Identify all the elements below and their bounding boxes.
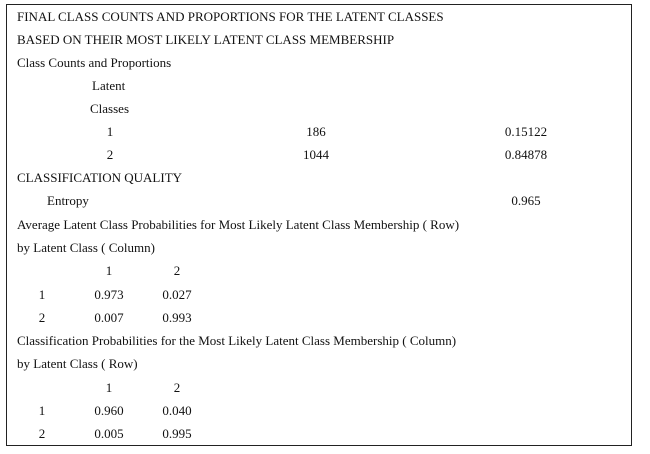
entropy-value: 0.965 xyxy=(511,193,541,208)
avg-col-header: 2 xyxy=(173,263,181,278)
avg-col-header: 1 xyxy=(105,263,113,278)
count-row-count: 186 xyxy=(306,124,326,139)
avg-cell: 0.027 xyxy=(162,287,192,302)
latent-label: Latent xyxy=(92,78,126,93)
count-row-class: 2 xyxy=(106,147,114,162)
avg-cell: 0.007 xyxy=(94,310,124,325)
classes-label: Classes xyxy=(90,101,129,116)
count-row-class: 1 xyxy=(106,124,114,139)
avg-probs-heading-1: Average Latent Class Probabilities for Most Likely Latent Class Membership ( Row) xyxy=(17,217,460,232)
class-row-label: 1 xyxy=(38,403,46,418)
count-row-proportion: 0.84878 xyxy=(504,147,548,162)
class-probs-heading-2: by Latent Class ( Row) xyxy=(17,356,138,371)
quality-heading: CLASSIFICATION QUALITY xyxy=(17,170,183,185)
class-cell: 0.040 xyxy=(162,403,192,418)
count-row-count: 1044 xyxy=(303,147,329,162)
title-line-1: FINAL CLASS COUNTS AND PROPORTIONS FOR THE LATENT CLASSES xyxy=(17,9,444,24)
counts-heading: Class Counts and Proportions xyxy=(17,55,172,70)
avg-probs-heading-2: by Latent Class ( Column) xyxy=(17,240,155,255)
class-cell: 0.960 xyxy=(94,403,124,418)
avg-row-label: 1 xyxy=(38,287,46,302)
avg-cell: 0.993 xyxy=(162,310,192,325)
avg-cell: 0.973 xyxy=(94,287,124,302)
count-row-proportion: 0.15122 xyxy=(504,124,548,139)
avg-row-label: 2 xyxy=(38,310,46,325)
title-line-2: BASED ON THEIR MOST LIKELY LATENT CLASS MEMBERSHIP xyxy=(17,32,395,47)
class-row-label: 2 xyxy=(38,426,46,441)
class-cell: 0.005 xyxy=(94,426,124,441)
class-probs-heading-1: Classification Probabilities for the Most Likely Latent Class Membership ( Column) xyxy=(17,333,457,348)
class-col-header: 2 xyxy=(173,380,181,395)
class-col-header: 1 xyxy=(105,380,113,395)
class-cell: 0.995 xyxy=(162,426,192,441)
entropy-label: Entropy xyxy=(47,193,89,208)
